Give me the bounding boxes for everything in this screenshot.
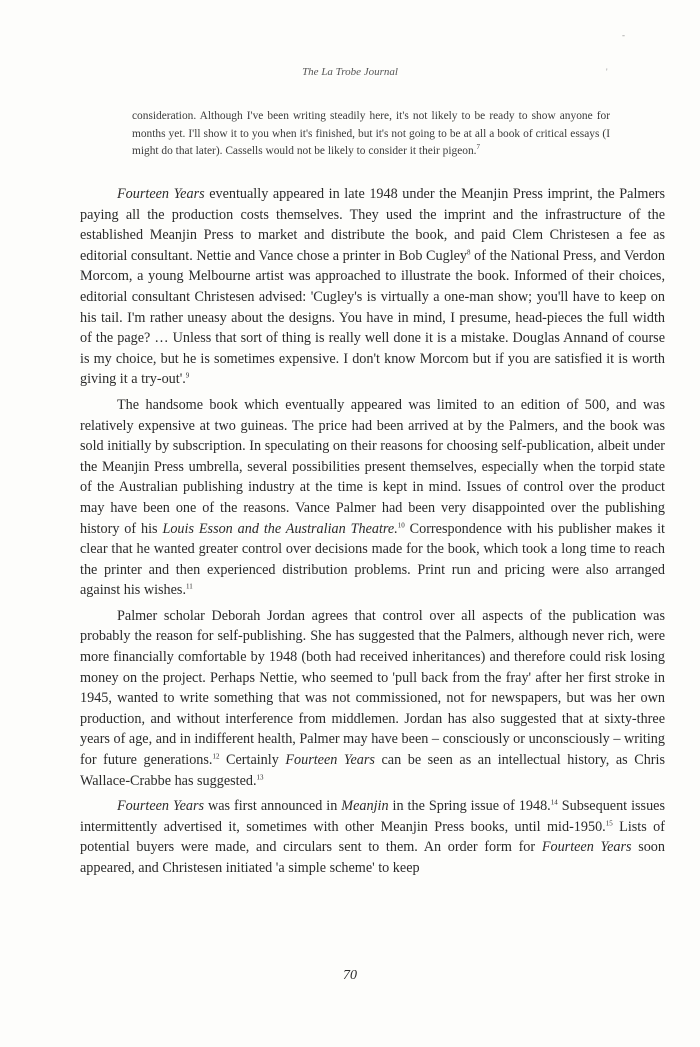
footnote-ref: 13: [256, 772, 264, 781]
paragraph: Fourteen Years eventually appeared in late 1948 under the Meanjin Press imprint, the Palmers paying all the production costs themselves. They used the imprint and the infrastructure of the established Meanjin Press to market and distribute the book, and paid Clem Christesen a fee as editorial consultant. Nettie and Vance chose a printer in Bob Cugley$^8$ of the National Press, and Verdon Morcom, a young Melbourne artist was approached to illustrate the book. Informed of their choices, editorial consultant Christesen advised: 'Cugley's is virtually a one-man show; you'll have to keep on his tail. I'm rather uneasy about the designs. You have in mind, I presume, head-pieces the full width of the page? … Unless that sort of thing is really well done it is a mistake. Douglas Annand of course is my choice, but he is sometimes expensive. I don't know Morcom but if you are satisfied it is worth giving it a try-out'.$^9$: [80, 186, 665, 388]
footnote-ref: 10: [397, 520, 405, 529]
footnote-ref: 11: [186, 582, 193, 591]
running-head: The La Trobe Journal: [302, 66, 398, 78]
footnote-ref: 15: [605, 819, 613, 828]
paragraph: Fourteen Years was first announced in Meanjin in the Spring issue of 1948.14 Subsequent issues intermittently advertised it, sometimes with other Meanjin Press books, until mid-1950.15 Lists of potential buyers were made, and circulars sent to them. An order form for Fourteen Years soon appeared, and Christesen initiated 'a simple scheme' to keep: [80, 798, 665, 876]
top-mark: -: [622, 30, 625, 40]
corner-mark: ': [606, 67, 608, 77]
footnote-ref: 12: [212, 752, 220, 761]
block-quote: consideration. Although I've been writing steadily here, it's not likely to be ready to show anyone for months yet. I'll show it to you when it's finished, but it's not going to be at all a book of critical essays (I might do that later). Cassells would not be likely to consider it their pigeon.$^7$: [132, 110, 610, 158]
paragraph: The handsome book which eventually appeared was limited to an edition of 500, and was relatively expensive at two guineas. The price had been arrived at by the Palmers, and the book was sold initially by subscription. In speculating on their reasons for choosing self-publication, albeit under the Meanjin Press umbrella, several possibilities present themselves, especially when the torpid state of the Australian publishing industry at the time is kept in mind. Issues of control over the product may have been one of the reasons. Vance Palmer had been very disappointed over the publishing history of his Louis Esson and the Australian Theatre.$^{10}$ Correspondence with his publisher makes it clear that he wanted greater control over decisions made for the book, which took a long time to reach the printer and then experienced distribution problems. Print run and pricing were also arranged against his wishes.$^{11}$: [80, 396, 665, 599]
footnote-ref: 7: [476, 143, 481, 152]
footnote-ref: 8: [467, 248, 471, 257]
body-text: [80, 184, 665, 879]
footnote-ref: 9: [185, 371, 190, 380]
footnote-ref: 14: [550, 798, 558, 807]
page-number: 70: [343, 968, 357, 983]
paragraph: Palmer scholar Deborah Jordan agrees that control over all aspects of the publication was probably the reason for self-publishing. She has suggested that the Palmers, although never rich, were more financially comfortable by 1948 (both had received inheritances) and therefore could risk losing money on the project. Perhaps Nettie, who seemed to 'pull back from the fray' after her first stroke in 1945, wanted to write something that was not commissioned, not for newspapers, but was her own production, and without interference from middlemen. Jordan has also suggested that at sixty-three years of age, and in indifferent health, Palmer may have been – consciously or unconsciously – writing for future generations.$^{12}$ Certainly Fourteen Years can be seen as an intellectual history, as Chris Wallace-Crabbe has suggested.$^{13}$: [80, 607, 665, 789]
